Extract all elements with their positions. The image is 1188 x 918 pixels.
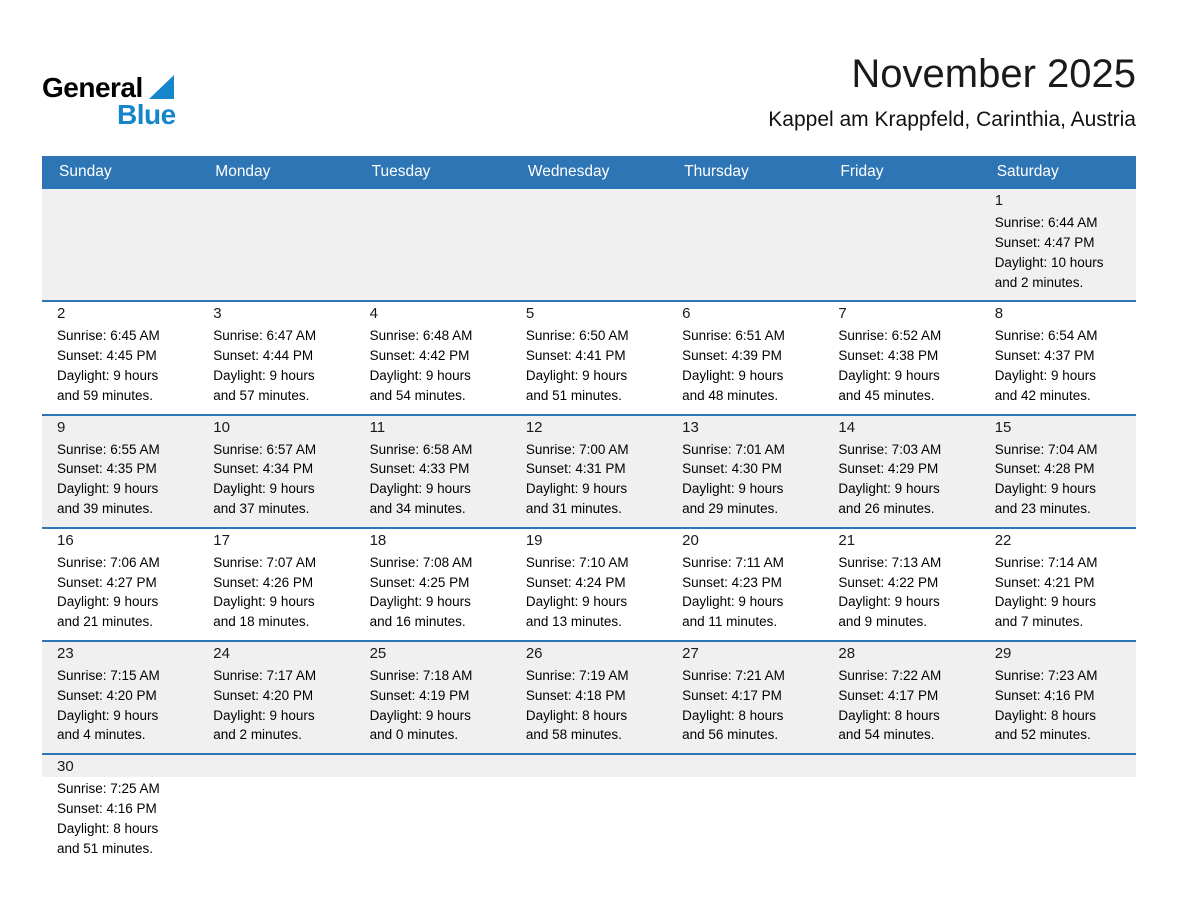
day-number: 27 — [682, 644, 699, 662]
sun-info-line: Sunrise: 6:52 AM — [838, 328, 942, 344]
day-cell-5 — [511, 302, 667, 413]
sun-info-line: Sunrise: 6:44 AM — [994, 215, 1098, 231]
day-cell-1 — [980, 189, 1136, 300]
sun-info-line: Sunset: 4:23 PM — [682, 574, 782, 590]
day-number: 14 — [838, 418, 856, 436]
sun-info-line: Sunset: 4:47 PM — [994, 234, 1095, 250]
title-block — [768, 52, 1136, 132]
sun-info-line: and 11 minutes. — [682, 614, 778, 630]
day-cell-30 — [42, 755, 198, 866]
calendar-grid — [42, 156, 1136, 866]
sun-info-line: Daylight: 8 hours — [682, 707, 784, 723]
sun-info-line: Sunrise: 6:47 AM — [213, 328, 317, 344]
sun-info-line: Daylight: 9 hours — [213, 481, 315, 497]
sun-info-line: and 59 minutes. — [57, 387, 154, 403]
sun-info-line: and 31 minutes. — [525, 500, 622, 516]
day-number: 12 — [525, 418, 543, 436]
day-number: 26 — [525, 644, 543, 662]
week-row-5 — [42, 640, 1136, 753]
day-cell-25 — [355, 642, 511, 753]
day-number: 24 — [213, 644, 230, 662]
day-number: 30 — [57, 758, 74, 776]
sun-info-line: Sunset: 4:17 PM — [682, 687, 782, 703]
day-number: 11 — [369, 418, 386, 436]
logo-triangle-icon — [148, 74, 175, 104]
sun-info-line: and 54 minutes. — [838, 727, 935, 743]
sun-info-line: Sunrise: 7:04 AM — [994, 441, 1098, 457]
day-number: 10 — [213, 418, 230, 436]
sun-info-line: and 34 minutes. — [369, 500, 466, 516]
sun-info-line: Sunset: 4:20 PM — [57, 687, 157, 703]
day-number: 21 — [838, 531, 856, 549]
sun-info-line: Sunset: 4:33 PM — [369, 461, 470, 477]
sun-info-line: Daylight: 9 hours — [838, 594, 940, 610]
sun-info-line: Sunset: 4:41 PM — [525, 348, 626, 364]
sun-info-line: Sunset: 4:16 PM — [57, 800, 157, 816]
weekday-header-wednesday: Wednesday — [527, 162, 610, 180]
sun-info-line: and 18 minutes. — [213, 614, 310, 630]
sun-info-line: Sunrise: 7:07 AM — [213, 554, 317, 570]
day-cell-empty — [355, 755, 511, 866]
weekday-header-monday: Monday — [215, 162, 271, 180]
sun-info-line: Daylight: 9 hours — [682, 481, 784, 497]
sun-info-line: Sunset: 4:26 PM — [213, 574, 314, 590]
sun-info-line: Sunset: 4:20 PM — [213, 687, 314, 703]
day-number: 1 — [994, 192, 1004, 210]
sun-info-line: Daylight: 9 hours — [525, 481, 628, 497]
sun-info-line: Sunset: 4:34 PM — [213, 461, 314, 477]
sun-info-line: and 58 minutes. — [525, 727, 622, 743]
sun-info-line: Sunrise: 7:21 AM — [682, 667, 785, 683]
sun-info-line: Sunrise: 7:10 AM — [525, 554, 629, 570]
sun-info-line: Sunrise: 7:11 AM — [682, 554, 784, 570]
sun-info-line: Sunset: 4:18 PM — [525, 687, 626, 703]
sun-info-line: Sunrise: 7:01 AM — [682, 441, 785, 457]
day-cell-16 — [42, 529, 198, 640]
sun-info-line: Daylight: 9 hours — [213, 594, 315, 610]
day-cell-empty — [355, 189, 511, 300]
day-cell-27 — [667, 642, 823, 753]
day-number: 16 — [57, 531, 74, 549]
day-cell-7 — [823, 302, 979, 413]
weekday-header-friday: Friday — [840, 162, 884, 180]
day-cell-12 — [511, 416, 667, 527]
sun-info-line: Sunset: 4:29 PM — [838, 461, 939, 477]
day-number: 5 — [525, 305, 535, 323]
sun-info-line: Sunrise: 7:14 AM — [994, 554, 1098, 570]
sun-info-line: Sunrise: 6:48 AM — [369, 328, 473, 344]
sun-info-line: Daylight: 8 hours — [994, 707, 1096, 723]
sun-info-line: Daylight: 9 hours — [369, 707, 471, 723]
sun-info-line: Sunset: 4:21 PM — [994, 574, 1095, 590]
general-blue-logo — [42, 74, 262, 129]
sun-info-line: Daylight: 9 hours — [213, 367, 315, 383]
page-subtitle: Kappel am Krappfeld, Carinthia, Austria — [768, 108, 1136, 131]
sun-info-line: Daylight: 9 hours — [57, 707, 159, 723]
day-cell-20 — [667, 529, 823, 640]
sun-info-line: and 42 minutes. — [994, 387, 1091, 403]
day-cell-4 — [355, 302, 511, 413]
sun-info-line: Sunset: 4:45 PM — [57, 348, 157, 364]
day-number: 15 — [994, 418, 1012, 436]
sun-info-line: Sunset: 4:25 PM — [369, 574, 470, 590]
day-number: 29 — [994, 644, 1012, 662]
day-cell-18 — [355, 529, 511, 640]
sun-info-line: Daylight: 9 hours — [213, 707, 315, 723]
sun-info-line: Sunrise: 7:17 AM — [213, 667, 317, 683]
day-number: 20 — [682, 531, 699, 549]
sun-info-line: Daylight: 9 hours — [994, 367, 1096, 383]
sun-info-line: and 51 minutes. — [525, 387, 622, 403]
sun-info-line: Sunrise: 6:45 AM — [57, 328, 160, 344]
day-cell-2 — [42, 302, 198, 413]
sun-info-line: Daylight: 9 hours — [838, 367, 940, 383]
sun-info-line: and 56 minutes. — [682, 727, 779, 743]
sun-info-line: and 16 minutes. — [369, 614, 466, 630]
day-cell-11 — [355, 416, 511, 527]
day-cell-10 — [198, 416, 354, 527]
day-cell-empty — [667, 755, 823, 866]
sun-info-line: Sunset: 4:30 PM — [682, 461, 782, 477]
sun-info-line: Sunrise: 6:57 AM — [213, 441, 317, 457]
page-title: November 2025 — [851, 52, 1136, 96]
day-number: 3 — [213, 305, 222, 323]
sun-info-line: and 9 minutes. — [838, 614, 927, 630]
sun-info-line: Sunset: 4:19 PM — [369, 687, 470, 703]
day-number: 7 — [838, 305, 847, 323]
sun-info-line: Daylight: 8 hours — [525, 707, 628, 723]
logo-text-general: General — [42, 72, 143, 103]
sun-info-line: Daylight: 9 hours — [838, 481, 940, 497]
day-cell-3 — [198, 302, 354, 413]
weekday-header-row — [42, 156, 1136, 187]
day-cell-22 — [980, 529, 1136, 640]
sun-info-line: Sunrise: 7:18 AM — [369, 667, 473, 683]
day-cell-9 — [42, 416, 198, 527]
sun-info-line: Sunrise: 7:06 AM — [57, 554, 160, 570]
day-number: 9 — [57, 418, 66, 436]
sun-info-line: Sunrise: 7:08 AM — [369, 554, 473, 570]
week-row-1 — [42, 187, 1136, 300]
day-cell-24 — [198, 642, 354, 753]
sun-info-line: Sunrise: 6:54 AM — [994, 328, 1098, 344]
page-header — [42, 0, 1136, 132]
week-row-4 — [42, 527, 1136, 640]
sun-info-line: and 45 minutes. — [838, 387, 935, 403]
sun-info-line: Daylight: 9 hours — [682, 594, 784, 610]
week-row-6 — [42, 753, 1136, 866]
day-number: 23 — [57, 644, 74, 662]
sun-info-line: Sunset: 4:38 PM — [838, 348, 939, 364]
day-number: 13 — [682, 418, 699, 436]
weekday-header-tuesday: Tuesday — [371, 162, 431, 180]
day-cell-23 — [42, 642, 198, 753]
sun-info-line: Sunset: 4:39 PM — [682, 348, 782, 364]
day-cell-13 — [667, 416, 823, 527]
day-cell-empty — [42, 189, 198, 300]
day-cell-21 — [823, 529, 979, 640]
day-number: 17 — [213, 531, 230, 549]
sun-info-line: Daylight: 9 hours — [525, 367, 628, 383]
sun-info-line: Sunrise: 7:13 AM — [838, 554, 942, 570]
day-cell-empty — [823, 755, 979, 866]
sun-info-line: and 51 minutes. — [57, 840, 154, 856]
sun-info-line: Sunset: 4:27 PM — [57, 574, 157, 590]
weekday-header-thursday: Thursday — [684, 162, 749, 180]
sun-info-line: Daylight: 9 hours — [369, 481, 471, 497]
sun-info-line: and 13 minutes. — [525, 614, 622, 630]
sun-info-line: and 0 minutes. — [369, 727, 459, 743]
day-cell-14 — [823, 416, 979, 527]
sun-info-line: and 21 minutes. — [57, 614, 154, 630]
sun-info-line: Sunset: 4:16 PM — [994, 687, 1095, 703]
sun-info-line: and 54 minutes. — [369, 387, 466, 403]
sun-info-line: Sunrise: 7:22 AM — [838, 667, 942, 683]
sun-info-line: Sunset: 4:28 PM — [994, 461, 1095, 477]
day-cell-29 — [980, 642, 1136, 753]
sun-info-line: Sunrise: 6:58 AM — [369, 441, 473, 457]
sun-info-line: and 2 minutes. — [994, 274, 1084, 290]
sun-info-line: Sunset: 4:35 PM — [57, 461, 157, 477]
day-cell-empty — [667, 189, 823, 300]
week-row-2 — [42, 300, 1136, 413]
sun-info-line: and 2 minutes. — [213, 727, 302, 743]
sun-info-line: Daylight: 9 hours — [525, 594, 628, 610]
day-number: 22 — [994, 531, 1012, 549]
sun-info-line: and 29 minutes. — [682, 500, 779, 516]
day-cell-empty — [823, 189, 979, 300]
weekday-header-sunday: Sunday — [59, 162, 112, 180]
sun-info-line: Sunrise: 7:03 AM — [838, 441, 942, 457]
sun-info-line: Sunset: 4:24 PM — [525, 574, 626, 590]
sun-info-line: Sunrise: 7:19 AM — [525, 667, 629, 683]
sun-info-line: Sunset: 4:44 PM — [213, 348, 314, 364]
sun-info-line: and 57 minutes. — [213, 387, 310, 403]
sun-info-line: Daylight: 9 hours — [57, 367, 159, 383]
day-cell-19 — [511, 529, 667, 640]
sun-info-line: Daylight: 8 hours — [57, 820, 159, 836]
sun-info-line: Daylight: 9 hours — [994, 481, 1096, 497]
sun-info-line: Sunrise: 7:00 AM — [525, 441, 629, 457]
sun-info-line: and 23 minutes. — [994, 500, 1091, 516]
sun-info-line: Sunset: 4:17 PM — [838, 687, 939, 703]
day-number: 2 — [57, 305, 66, 323]
day-cell-26 — [511, 642, 667, 753]
day-number: 25 — [369, 644, 387, 662]
sun-info-line: Sunrise: 6:50 AM — [525, 328, 629, 344]
sun-info-line: Sunset: 4:42 PM — [369, 348, 470, 364]
sun-info-line: and 39 minutes. — [57, 500, 154, 516]
sun-info-line: Sunrise: 6:55 AM — [57, 441, 160, 457]
sun-info-line: Daylight: 9 hours — [57, 594, 159, 610]
sun-info-line: and 52 minutes. — [994, 727, 1091, 743]
day-number: 4 — [369, 305, 378, 323]
day-number: 19 — [525, 531, 543, 549]
sun-info-line: Daylight: 9 hours — [57, 481, 159, 497]
sun-info-line: Sunset: 4:22 PM — [838, 574, 939, 590]
sun-info-line: Daylight: 8 hours — [838, 707, 940, 723]
sun-info-line: Sunset: 4:37 PM — [994, 348, 1095, 364]
sun-info-line: Sunrise: 6:51 AM — [682, 328, 785, 344]
day-cell-empty — [511, 755, 667, 866]
day-cell-8 — [980, 302, 1136, 413]
day-number: 18 — [369, 531, 387, 549]
sun-info-line: and 37 minutes. — [213, 500, 310, 516]
sun-info-line: Daylight: 9 hours — [369, 367, 471, 383]
sun-info-line: and 4 minutes. — [57, 727, 146, 743]
sun-info-line: and 26 minutes. — [838, 500, 935, 516]
sun-info-line: Daylight: 9 hours — [369, 594, 471, 610]
day-cell-15 — [980, 416, 1136, 527]
sun-info-line: Sunrise: 7:23 AM — [994, 667, 1098, 683]
weekday-header-saturday: Saturday — [996, 162, 1059, 180]
day-number: 8 — [994, 305, 1004, 323]
sun-info-line: Daylight: 9 hours — [682, 367, 784, 383]
sun-info-line: Sunrise: 7:15 AM — [57, 667, 160, 683]
day-cell-17 — [198, 529, 354, 640]
sun-info-line: and 48 minutes. — [682, 387, 779, 403]
sun-info-line: Sunset: 4:31 PM — [525, 461, 626, 477]
day-cell-empty — [511, 189, 667, 300]
sun-info-line: Daylight: 10 hours — [994, 254, 1104, 270]
day-cell-28 — [823, 642, 979, 753]
sun-info-line: Daylight: 9 hours — [994, 594, 1096, 610]
day-number: 28 — [838, 644, 856, 662]
sun-info-line: and 7 minutes. — [994, 614, 1084, 630]
logo-text-blue: Blue — [117, 99, 176, 130]
day-cell-empty — [980, 755, 1136, 866]
weeks-container — [42, 187, 1136, 866]
day-number: 6 — [682, 305, 691, 323]
sun-info-line: Sunrise: 7:25 AM — [57, 781, 160, 797]
day-cell-6 — [667, 302, 823, 413]
day-cell-empty — [198, 755, 354, 866]
week-row-3 — [42, 414, 1136, 527]
day-cell-empty — [198, 189, 354, 300]
